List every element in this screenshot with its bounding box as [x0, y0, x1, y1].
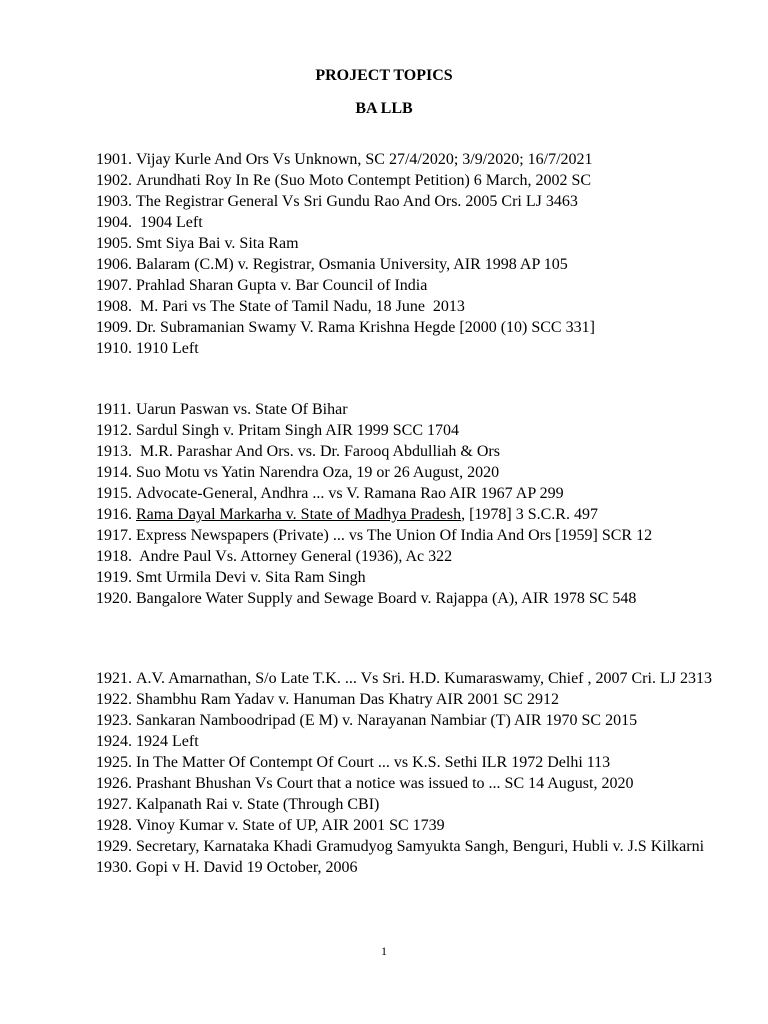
topic-item — [96, 191, 736, 212]
topic-text: Suo Motu vs Yatin Narendra Oza, 19 or 26 August, 2020 — [136, 464, 500, 481]
topic-item — [96, 857, 736, 878]
topic-text: 1904 Left — [136, 214, 203, 231]
topic-list-group-3 — [96, 668, 736, 878]
topic-list-group-1 — [96, 149, 736, 359]
topic-item — [96, 546, 736, 567]
topic-number: 1928. — [96, 817, 132, 834]
topic-text: The Registrar General Vs Sri Gundu Rao And Ors. 2005 Cri LJ 3463 — [136, 193, 578, 210]
topic-text: Shambhu Ram Yadav v. Hanuman Das Khatry AIR 2001 SC 2912 — [136, 691, 559, 708]
topic-number: 1924. — [96, 733, 132, 750]
topic-item — [96, 233, 736, 254]
topic-item — [96, 212, 736, 233]
topic-number: 1908. — [96, 298, 132, 315]
topic-item — [96, 338, 736, 359]
topic-number: 1919. — [96, 569, 132, 586]
topic-number: 1921. — [96, 670, 132, 687]
topic-text: A.V. Amarnathan, S/o Late T.K. ... Vs Sri. H.D. Kumaraswamy, Chief , 2007 Cri. LJ 2313 — [136, 670, 712, 687]
topic-item — [96, 815, 736, 836]
topic-text: Balaram (C.M) v. Registrar, Osmania University, AIR 1998 AP 105 — [136, 256, 568, 273]
topic-number: 1926. — [96, 775, 132, 792]
topic-number: 1927. — [96, 796, 132, 813]
topic-number: 1925. — [96, 754, 132, 771]
topic-text: Smt Siya Bai v. Sita Ram — [136, 235, 299, 252]
page-number: 1 — [381, 944, 387, 958]
topic-text: M.R. Parashar And Ors. vs. Dr. Farooq Abdulliah & Ors — [136, 443, 500, 460]
topic-number: 1913. — [96, 443, 132, 460]
topic-number: 1922. — [96, 691, 132, 708]
topic-text: Kalpanath Rai v. State (Through CBI) — [136, 796, 380, 813]
document-title: PROJECT TOPICS — [315, 67, 453, 84]
topic-item — [96, 752, 736, 773]
topic-item — [96, 399, 736, 420]
topic-text: Prahlad Sharan Gupta v. Bar Council of India — [136, 277, 428, 294]
topic-text: M. Pari vs The State of Tamil Nadu, 18 June 2013 — [136, 298, 465, 315]
topic-item — [96, 588, 736, 609]
topic-text: Bangalore Water Supply and Sewage Board v. Rajappa (A), AIR 1978 SC 548 — [136, 590, 637, 607]
topic-number: 1920. — [96, 590, 132, 607]
topic-item — [96, 462, 736, 483]
topic-number: 1902. — [96, 172, 132, 189]
topic-text: Gopi v H. David 19 October, 2006 — [136, 859, 358, 876]
topic-text-underlined: Rama Dayal Markarha v. State of Madhya Pradesh — [136, 506, 462, 523]
topic-text: Arundhati Roy In Re (Suo Moto Contempt Petition) 6 March, 2002 SC — [136, 172, 592, 189]
topic-text — [136, 504, 736, 525]
topic-item — [96, 836, 736, 857]
topic-number: 1918. — [96, 548, 132, 565]
topic-item — [96, 794, 736, 815]
topic-number: 1923. — [96, 712, 132, 729]
topic-number: 1906. — [96, 256, 132, 273]
topic-list-group-2 — [96, 399, 736, 609]
topic-text: 1910 Left — [136, 340, 199, 357]
topic-text: Prashant Bhushan Vs Court that a notice was issued to ... SC 14 August, 2020 — [136, 775, 634, 792]
topic-text: Vinoy Kumar v. State of UP, AIR 2001 SC 1739 — [136, 817, 445, 834]
topic-item — [96, 567, 736, 588]
topic-text: 1924 Left — [136, 733, 199, 750]
topic-item — [96, 668, 736, 689]
topic-item — [96, 689, 736, 710]
topic-number: 1905. — [96, 235, 132, 252]
topic-text: Uarun Paswan vs. State Of Bihar — [136, 401, 348, 418]
topic-text: Dr. Subramanian Swamy V. Rama Krishna Hegde [2000 (10) SCC 331] — [136, 319, 595, 336]
topic-item — [96, 773, 736, 794]
topic-item — [96, 710, 736, 731]
topic-number: 1914. — [96, 464, 132, 481]
topic-item — [96, 170, 736, 191]
topic-number: 1910. — [96, 340, 132, 357]
topic-item — [96, 149, 736, 170]
topic-number: 1916. — [96, 506, 132, 523]
topic-number: 1917. — [96, 527, 132, 544]
topic-text: Sankaran Namboodripad (E M) v. Narayanan Nambiar (T) AIR 1970 SC 2015 — [136, 712, 638, 729]
topic-item — [96, 317, 736, 338]
topic-text: Secretary, Karnataka Khadi Gramudyog Samyukta Sangh, Benguri, Hubli v. J.S Kilkarni — [136, 838, 705, 855]
topic-text-rest: , [1978] 3 S.C.R. 497 — [461, 506, 598, 523]
topic-text: Andre Paul Vs. Attorney General (1936), Ac 322 — [136, 548, 453, 565]
topic-item — [96, 254, 736, 275]
topic-item — [96, 441, 736, 462]
topic-number: 1915. — [96, 485, 132, 502]
topic-item — [96, 504, 736, 525]
topic-number: 1909. — [96, 319, 132, 336]
topic-number: 1903. — [96, 193, 132, 210]
topic-text: Advocate-General, Andhra ... vs V. Ramana Rao AIR 1967 AP 299 — [136, 485, 564, 502]
topic-number: 1930. — [96, 859, 132, 876]
document-subtitle: BA LLB — [355, 100, 413, 117]
topic-number: 1912. — [96, 422, 132, 439]
topic-number: 1904. — [96, 214, 132, 231]
topic-item — [96, 483, 736, 504]
topic-number: 1929. — [96, 838, 132, 855]
topic-text: Express Newspapers (Private) ... vs The Union Of India And Ors [1959] SCR 12 — [136, 527, 653, 544]
topic-item — [96, 275, 736, 296]
topic-item — [96, 296, 736, 317]
topic-number: 1911. — [96, 401, 132, 418]
topic-item — [96, 420, 736, 441]
topic-text: In The Matter Of Contempt Of Court ... vs K.S. Sethi ILR 1972 Delhi 113 — [136, 754, 611, 771]
topic-text: Smt Urmila Devi v. Sita Ram Singh — [136, 569, 366, 586]
topic-number: 1901. — [96, 151, 132, 168]
topic-text: Sardul Singh v. Pritam Singh AIR 1999 SCC 1704 — [136, 422, 459, 439]
topic-item — [96, 525, 736, 546]
topic-item — [96, 731, 736, 752]
topic-text: Vijay Kurle And Ors Vs Unknown, SC 27/4/2020; 3/9/2020; 16/7/2021 — [136, 151, 593, 168]
topic-number: 1907. — [96, 277, 132, 294]
